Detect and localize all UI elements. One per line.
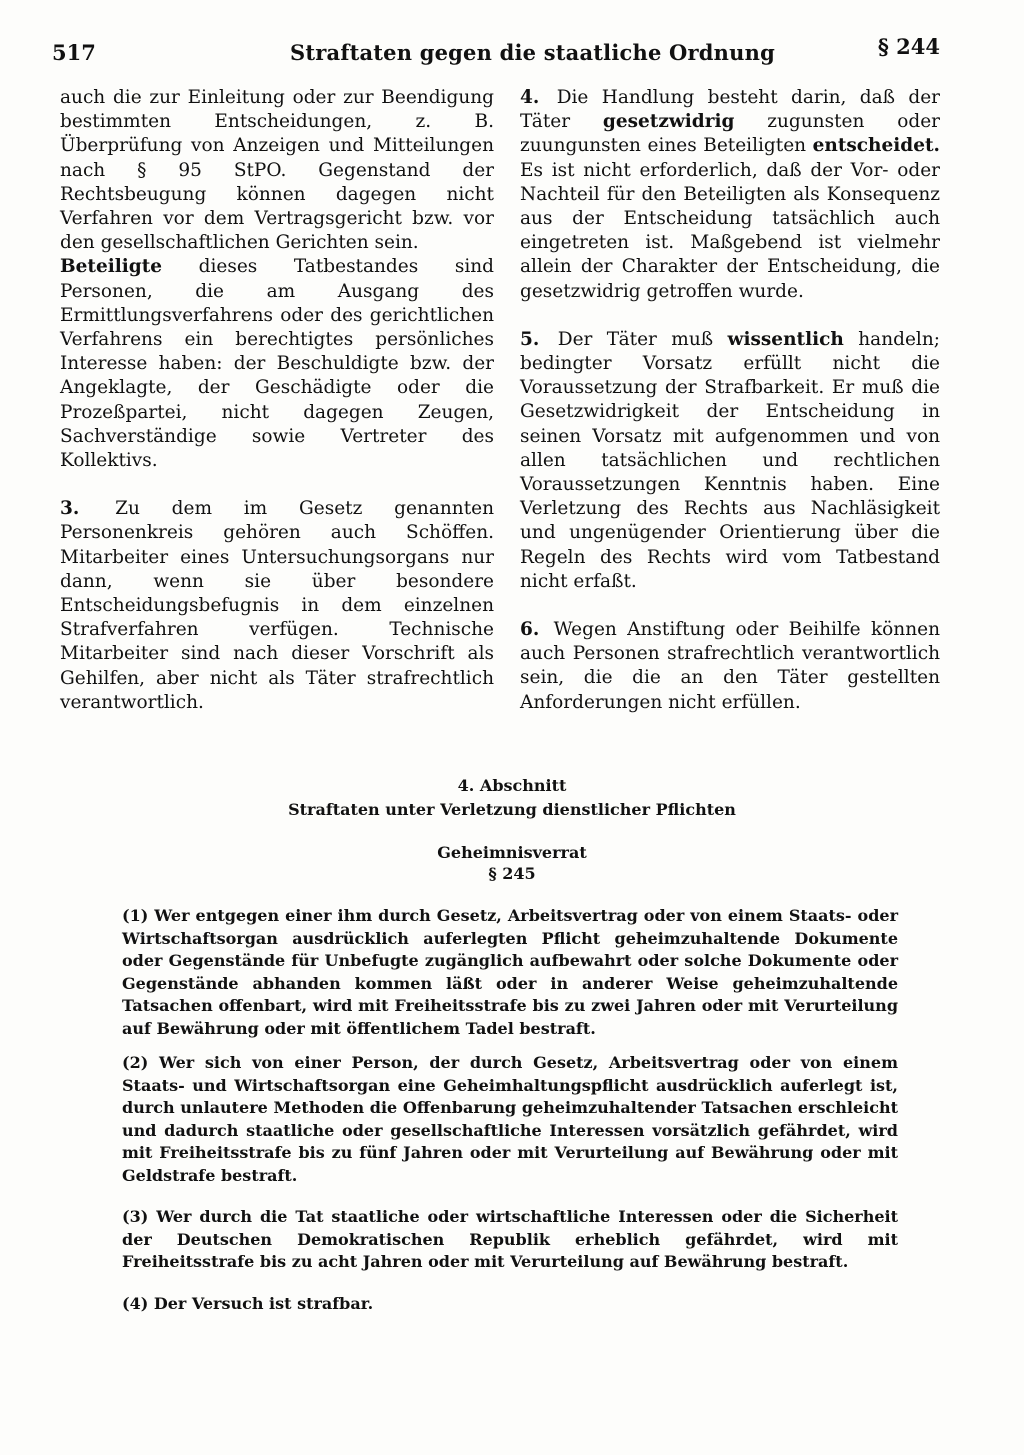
paragraph-number: 3. xyxy=(60,498,80,520)
paragraph-text: zugunsten oder zuungunsten eines Beteiligten xyxy=(520,111,940,157)
paragraph-text: Die Handlung besteht darin, daß der Täter xyxy=(520,87,940,133)
statute-subsection xyxy=(122,905,898,1041)
paragraph-text: Zu dem im Gesetz genannten Personenkreis gehören auch Schöffen. Mitarbeiter eines Untersuchungsorgans nur dann, wenn sie über besondere Entscheidungsbefugnis in dem einzelnen Strafverfahren verfügen. Technische Mitarbeiter sind nach dieser Vorschrift als Gehilfen, aber nicht als Täter strafrechtlich verantwortlich. xyxy=(60,498,494,713)
chapter-heading: 4. Abschnitt xyxy=(457,776,567,795)
page-header xyxy=(52,34,940,80)
paragraph-number: 4. xyxy=(520,87,540,108)
right-column xyxy=(520,86,940,715)
paragraph-text: Wegen Anstiftung oder Beihilfe können auch Personen strafrechtlich verantwortlich sein, die die an den Täter gestellten Anforderungen nicht erfüllen. xyxy=(520,619,940,713)
term-bold: Beteiligte xyxy=(60,256,163,278)
statute-subsection xyxy=(122,1293,898,1316)
commentary-paragraph xyxy=(520,328,940,594)
commentary-paragraph xyxy=(520,618,940,715)
paragraph-heading: § 245 xyxy=(488,864,536,883)
running-title: Straftaten gegen die staatliche Ordnung xyxy=(290,40,775,65)
commentary-paragraph xyxy=(60,497,494,715)
paragraph-text: Es ist nicht erforderlich, daß der Vor- oder Nachteil für den Beteiligten als Konsequenz aus der Entscheidung tatsächlich auch eingetreten ist. Maßgebend ist vielmehr allein der Charakter der Entscheidung, die gesetzwidrig getroffen wurde. xyxy=(520,159,940,302)
paragraph-text: Der Täter muß xyxy=(557,328,728,350)
term-bold: gesetzwidrig xyxy=(602,111,735,133)
commentary-paragraph xyxy=(60,255,494,473)
page-number: 517 xyxy=(52,40,96,65)
statute-text: (2) Wer sich von einer Person, der durch Gesetz, Arbeitsvertrag oder von einem Staats- und Wirtschaftsorgan eine Geheimhaltungspflicht ausdrücklich auferlegt ist, durch unlautere Methoden die Offenbarung geheimzuhaltender Tatsachen erschleicht und dadurch staatliche oder gesellschaftliche Interessen vorsätzlich gefährdet, wird mit Freiheitsstrafe bis zu fünf Jahren oder mit Verurteilung auf Bewährung oder mit Geldstrafe bestraft. xyxy=(122,1053,898,1185)
statute-subsection xyxy=(122,1206,898,1274)
section-marker: § 244 xyxy=(877,34,940,59)
paragraph-number: 5. xyxy=(520,328,540,350)
offense-title: Geheimnisverrat xyxy=(437,843,587,862)
term-bold: entscheidet. xyxy=(812,135,940,157)
commentary-paragraph: auch die zur Einleitung oder zur Beendigung bestimmten Entscheidungen, z. B. Überprüfung von Anzeigen und Mitteilungen nach § 95 StPO. Gegenstand der Rechtsbeugung können dagegen nicht Verfahren vor dem Vertragsgericht bzw. vor den gesellschaftlichen Gerichten sein. xyxy=(60,87,494,254)
commentary-paragraph xyxy=(520,86,940,304)
paragraph-text: dieses Tatbestandes sind Personen, die am Ausgang des Ermittlungsverfahrens oder des gerichtlichen Verfahrens ein berechtigtes persönliches Interesse haben: der Beschuldigte bzw. der Angeklagte, der Geschädigte oder die Prozeßpartei, nicht dagegen Zeugen, Sachverständige sowie Vertreter des Kollektivs. xyxy=(60,256,494,472)
term-bold: wissentlich xyxy=(727,328,844,350)
statute-subsection xyxy=(122,1052,898,1188)
statute-text: (4) Der Versuch ist strafbar. xyxy=(122,1294,374,1313)
statute-text: (3) Wer durch die Tat staatliche oder wirtschaftliche Interessen oder die Sicherheit der Deutschen Demokratischen Republik erheblich gefährdet, wird mit Freiheitsstrafe bis zu acht Jahren oder mit Verurteilung auf Bewährung bestraft. xyxy=(122,1207,898,1272)
chapter-title: Straftaten unter Verletzung dienstlicher Pflichten xyxy=(288,800,736,819)
left-column xyxy=(60,86,494,715)
paragraph-number: 6. xyxy=(520,619,540,641)
paragraph-text: handeln; bedingter Vorsatz erfüllt nicht die Voraussetzung der Strafbarkeit. Er muß die Gesetzwidrigkeit der Entscheidung in seinen Vorsatz mit aufgenommen und von allen tatsächlichen und rechtlichen Voraussetzungen Kenntnis haben. Eine Verletzung des Rechts aus Nachläsigkeit und ungenügender Orientierung über die Regeln des Rechts wird vom Tatbestand nicht erfaßt. xyxy=(520,328,940,592)
statute-text: (1) Wer entgegen einer ihm durch Gesetz, Arbeitsvertrag oder von einem Staats- oder Wirtschaftsorgan ausdrücklich auferlegten Pflicht geheimzuhaltende Dokumente oder Gegenstände für Unbefugte zugänglich aufbewahrt oder solche Dokumente oder Gegenstände abhanden kommen läßt oder in anderer Weise geheimzuhaltende Tatsachen offenbart, wird mit Freiheitsstrafe bis zu zwei Jahren oder mit Verurteilung auf Bewährung oder mit öffentlichem Tadel bestraft. xyxy=(122,906,898,1038)
